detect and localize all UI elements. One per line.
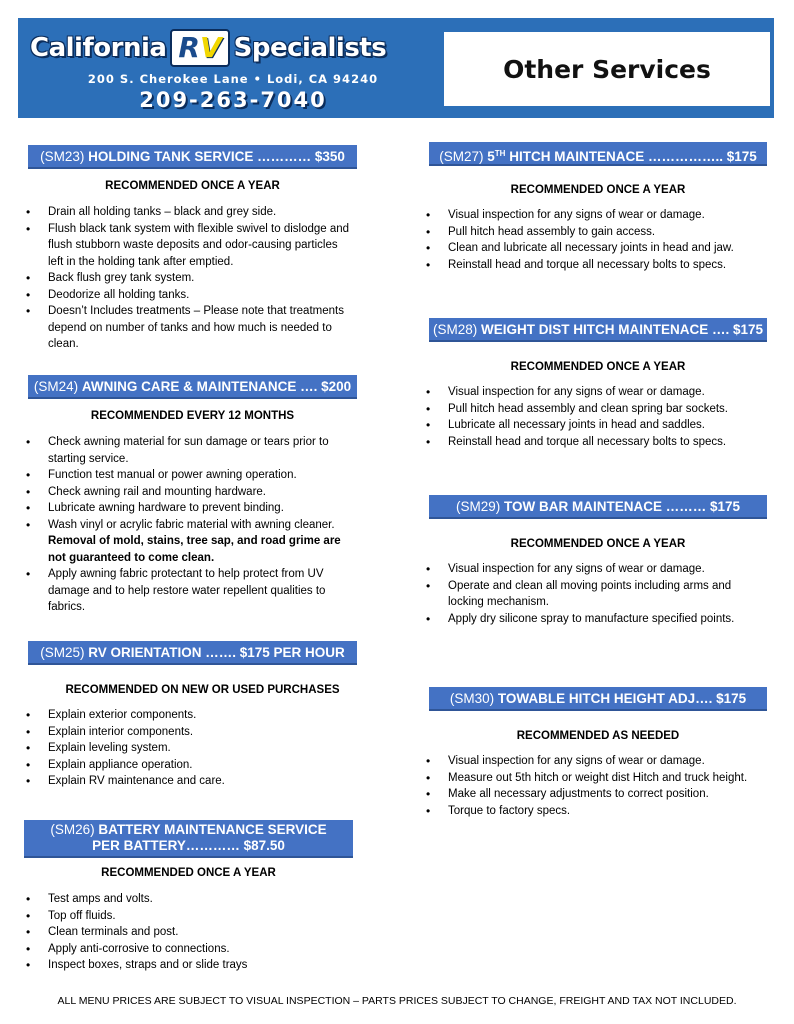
list-item: • Top off fluids. xyxy=(22,908,352,925)
list-item: • Explain interior components. xyxy=(22,724,352,741)
service-code: (SM23) xyxy=(40,149,85,164)
list-item: • Explain leveling system. xyxy=(22,740,352,757)
list-item: • Apply dry silicone spray to manufacture specified points. xyxy=(422,611,762,628)
service-code: (SM30) xyxy=(449,691,495,706)
list-item: • Apply anti-corrosive to connections. xyxy=(22,941,352,958)
list-item-text: Wash vinyl or acrylic fabric material with awning cleaner. xyxy=(48,518,335,531)
list-item: • Reinstall head and torque all necessary bolts to specs. xyxy=(422,257,782,274)
company-logo xyxy=(30,28,425,68)
list-item: • Clean and lubricate all necessary joints in head and jaw. xyxy=(422,240,782,257)
logo-word-specialists: Specialists xyxy=(233,33,387,63)
service-header-sm27 xyxy=(429,142,767,166)
service-title: TOW BAR MAINTENACE ……… $175 xyxy=(504,499,741,514)
header-banner xyxy=(18,18,774,118)
company-phone: 209-263-7040 xyxy=(139,88,327,112)
logo-word-california: California xyxy=(30,33,167,63)
service-title-text: HITCH MAINTENACE …………….. $175 xyxy=(509,149,757,164)
list-item: • Torque to factory specs. xyxy=(422,803,782,820)
service-title: RV ORIENTATION ……. $175 PER HOUR xyxy=(88,645,345,660)
service-recommendation-sm25: RECOMMENDED ON NEW OR USED PURCHASES xyxy=(65,684,340,696)
service-recommendation-sm26: RECOMMENDED ONCE A YEAR xyxy=(101,867,276,879)
ordinal-number: 5 xyxy=(487,149,495,164)
service-code: (SM26) xyxy=(50,822,95,837)
list-item: • Test amps and volts. xyxy=(22,891,352,908)
service-recommendation-sm29: RECOMMENDED ONCE A YEAR xyxy=(510,538,686,550)
service-header-sm24 xyxy=(28,375,357,399)
list-item: • Reinstall head and torque all necessary bolts to specs. xyxy=(422,434,782,451)
service-recommendation-sm24: RECOMMENDED EVERY 12 MONTHS xyxy=(90,410,295,422)
list-item: • Doesn’t Includes treatments – Please note that treatments depend on number of tanks and how much is needed to clean. xyxy=(22,303,352,353)
service-code: (SM29) xyxy=(455,499,501,514)
list-item: • Explain appliance operation. xyxy=(22,757,352,774)
service-title xyxy=(487,149,756,164)
list-item: • Flush black tank system with flexible swivel to dislodge and flush stubborn waste deposits and odor-causing particles left in the holding tank after emptied. xyxy=(22,221,352,271)
list-item: • Visual inspection for any signs of wear or damage. xyxy=(422,753,782,770)
list-item: • Deodorize all holding tanks. xyxy=(22,287,352,304)
bold-note: Removal of mold, stains, tree sap, and road grime are not guaranteed to come clean. xyxy=(48,535,341,564)
list-item: • Operate and clean all moving points including arms and locking mechanism. xyxy=(422,578,762,611)
list-item: • Explain exterior components. xyxy=(22,707,352,724)
list-item: • Visual inspection for any signs of wear or damage. xyxy=(422,561,762,578)
service-recommendation-sm30: RECOMMENDED AS NEEDED xyxy=(516,730,680,742)
service-recommendation-sm27: RECOMMENDED ONCE A YEAR xyxy=(510,184,686,196)
list-item: • Pull hitch head assembly to gain access. xyxy=(422,224,782,241)
service-code: (SM25) xyxy=(40,645,85,660)
service-code: (SM27) xyxy=(439,149,484,164)
service-items-sm24 xyxy=(22,434,352,616)
list-item: • Lubricate all necessary joints in head and saddles. xyxy=(422,417,782,434)
list-item: • Inspect boxes, straps and or slide trays xyxy=(22,957,352,974)
list-item: • Lubricate awning hardware to prevent binding. xyxy=(22,500,352,517)
service-items-sm29 xyxy=(422,561,762,627)
service-items-sm26 xyxy=(22,891,352,974)
service-header-sm30 xyxy=(429,687,767,711)
service-title: HOLDING TANK SERVICE ………… $350 xyxy=(88,149,345,164)
list-item: • Apply awning fabric protectant to help protect from UV damage and to help restore water repellent qualities to fabrics. xyxy=(22,566,352,616)
list-item: • Visual inspection for any signs of wear or damage. xyxy=(422,207,782,224)
service-recommendation-sm23: RECOMMENDED ONCE A YEAR xyxy=(105,180,280,192)
service-header-sm26 xyxy=(24,820,353,858)
ordinal-suffix: TH xyxy=(494,149,506,158)
service-header-sm23 xyxy=(28,145,357,169)
list-item: • Pull hitch head assembly and clean spring bar sockets. xyxy=(422,401,782,418)
service-items-sm27 xyxy=(422,207,782,273)
logo-r: R xyxy=(178,31,200,64)
service-items-sm23 xyxy=(22,204,352,353)
service-code: (SM24) xyxy=(33,379,79,394)
page-title-box xyxy=(444,32,770,106)
list-item: • Function test manual or power awning operation. xyxy=(22,467,352,484)
service-items-sm28 xyxy=(422,384,782,450)
service-title: TOWABLE HITCH HEIGHT ADJ…. $175 xyxy=(497,691,747,706)
list-item: • Drain all holding tanks – black and grey side. xyxy=(22,204,352,221)
list-item: • Explain RV maintenance and care. xyxy=(22,773,352,790)
service-recommendation-sm28: RECOMMENDED ONCE A YEAR xyxy=(510,361,686,373)
service-items-sm25 xyxy=(22,707,352,790)
list-item: • Make all necessary adjustments to correct position. xyxy=(422,786,782,803)
list-item: • Check awning material for sun damage or tears prior to starting service. xyxy=(22,434,352,467)
service-code: (SM28) xyxy=(432,322,478,337)
logo-rv-mark xyxy=(170,29,229,67)
service-header-sm28 xyxy=(429,318,767,342)
list-item: • Measure out 5th hitch or weight dist Hitch and truck height. xyxy=(422,770,782,787)
logo-v: V xyxy=(199,31,222,64)
price-disclaimer: ALL MENU PRICES ARE SUBJECT TO VISUAL INSPECTION – PARTS PRICES SUBJECT TO CHANGE, FREIGHT AND TAX NOT INCLUDED. xyxy=(57,995,737,1007)
service-title: AWNING CARE & MAINTENANCE …. $200 xyxy=(81,379,352,394)
list-item: • Back flush grey tank system. xyxy=(22,270,352,287)
service-title: WEIGHT DIST HITCH MAINTENACE …. $175 xyxy=(481,322,764,337)
page-title: Other Services xyxy=(503,54,711,84)
service-items-sm30 xyxy=(422,753,782,819)
list-item: • Check awning rail and mounting hardware. xyxy=(22,484,352,501)
service-title-line2: PER BATTERY………… $87.50 xyxy=(92,838,285,853)
service-header-sm25 xyxy=(28,641,357,665)
list-item: • Visual inspection for any signs of wear or damage. xyxy=(422,384,782,401)
service-title: BATTERY MAINTENANCE SERVICE xyxy=(98,822,327,837)
service-header-sm29 xyxy=(429,495,767,519)
list-item: • Clean terminals and post. xyxy=(22,924,352,941)
company-address: 200 S. Cherokee Lane • Lodi, CA 94240 xyxy=(87,72,379,86)
list-item xyxy=(22,517,352,567)
